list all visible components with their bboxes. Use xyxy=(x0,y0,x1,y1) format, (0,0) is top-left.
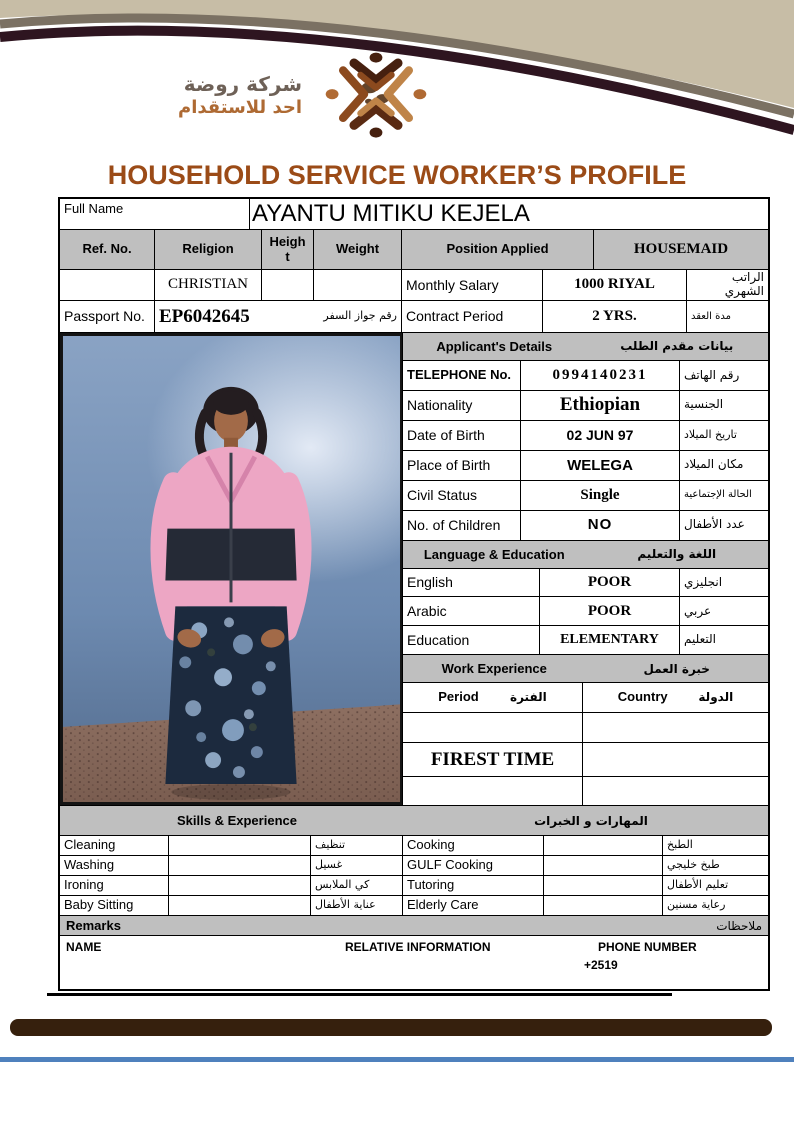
company-name xyxy=(178,72,302,120)
washing-arabic: غسيل xyxy=(311,856,403,875)
applicant-photo-image xyxy=(60,333,403,805)
salary-row xyxy=(60,270,768,301)
work-country-2 xyxy=(583,743,768,776)
passport-cell xyxy=(155,301,402,332)
english-value: POOR xyxy=(540,569,680,597)
work-country-1 xyxy=(583,713,768,742)
middle-section xyxy=(60,333,768,806)
ref-no-value xyxy=(60,270,155,300)
relative-info-row xyxy=(60,936,768,989)
elderly-care-arabic: رعاية مسنين xyxy=(667,898,726,912)
baby-sitting-label: Baby Sitting xyxy=(60,896,169,915)
detail-row-children xyxy=(403,511,768,541)
period-label: Period xyxy=(438,689,479,705)
english-label: English xyxy=(403,569,540,597)
skills-title: Skills & Experience xyxy=(177,813,297,828)
children-arabic: عدد الأطفال xyxy=(684,517,745,532)
skills-title-arabic: المهارات و الخبرات xyxy=(534,813,648,828)
gulf-cooking-label: GULF Cooking xyxy=(403,856,544,875)
position-value: HOUSEMAID xyxy=(633,240,729,257)
cleaning-box xyxy=(169,836,311,855)
weight-value xyxy=(314,270,402,300)
pob-value: WELEGA xyxy=(521,451,680,480)
children-label: No. of Children xyxy=(403,511,521,540)
contract-value: 2 YRS. xyxy=(543,301,687,332)
passport-row xyxy=(60,301,768,333)
education-label: Education xyxy=(403,626,540,654)
ref-no-header: Ref. No. xyxy=(60,230,155,269)
skills-row-1 xyxy=(60,836,768,856)
language-education-title-arabic: اللغة والتعليم xyxy=(637,547,717,562)
passport-arabic: رقم جواز السفر xyxy=(323,309,397,323)
company-name-line2: احد للاستقدام xyxy=(178,97,302,119)
relative-info-label: RELATIVE INFORMATION xyxy=(345,940,491,954)
work-period-2: FIREST TIME xyxy=(403,743,583,776)
language-education-header xyxy=(403,541,768,569)
page-title: HOUSEHOLD SERVICE WORKER’S PROFILE xyxy=(107,160,687,190)
dob-label: Date of Birth xyxy=(403,421,521,450)
tutoring-label: Tutoring xyxy=(403,876,544,895)
full-name-value: AYANTU MITIKU KEJELA xyxy=(252,200,530,228)
civil-status-label: Civil Status xyxy=(403,481,521,510)
pob-arabic: مكان الميلاد xyxy=(684,457,744,472)
detail-row-dob xyxy=(403,421,768,451)
baby-sitting-box xyxy=(169,896,311,915)
nationality-value: Ethiopian xyxy=(521,391,680,420)
country-header-cell xyxy=(583,683,768,712)
profile-table xyxy=(58,197,770,991)
columns-header-row xyxy=(60,230,768,270)
education-arabic: التعليم xyxy=(684,632,716,647)
elderly-care-label: Elderly Care xyxy=(403,896,544,915)
cooking-arabic: الطبخ xyxy=(667,838,693,852)
relative-phone-value: +2519 xyxy=(584,958,618,972)
details-panel xyxy=(403,333,768,805)
gulf-cooking-arabic: طبخ خليجي xyxy=(667,858,720,872)
pob-label: Place of Birth xyxy=(403,451,521,480)
language-row-education xyxy=(403,626,768,655)
washing-box xyxy=(169,856,311,875)
contract-label: Contract Period xyxy=(402,301,543,332)
relative-phone-label: PHONE NUMBER xyxy=(598,940,697,954)
education-value: ELEMENTARY xyxy=(540,626,680,654)
ironing-arabic: كي الملابس xyxy=(311,876,403,895)
company-name-line1: شركة روضة xyxy=(183,72,302,97)
nationality-label: Nationality xyxy=(403,391,521,420)
monthly-salary-value: 1000 RIYAL xyxy=(543,270,687,300)
detail-row-civil-status xyxy=(403,481,768,511)
passport-value: EP6042645 xyxy=(159,305,250,327)
arabic-value: POOR xyxy=(540,597,680,625)
country-label: Country xyxy=(617,689,668,705)
baby-sitting-arabic: عناية الأطفال xyxy=(311,896,403,915)
skills-row-2 xyxy=(60,856,768,876)
arabic-arabic: عربي xyxy=(684,603,712,618)
remarks-row xyxy=(60,916,768,936)
period-header-cell xyxy=(403,683,583,712)
telephone-label: TELEPHONE No. xyxy=(403,361,521,390)
monthly-salary-label: Monthly Salary xyxy=(402,270,543,300)
cooking-box xyxy=(544,836,663,855)
civil-status-value: Single xyxy=(521,481,680,510)
telephone-arabic: رقم الهاتف xyxy=(684,367,740,382)
weight-header: Weight xyxy=(314,230,402,269)
elderly-care-box xyxy=(544,896,663,915)
footer-brown-bar xyxy=(10,1019,772,1036)
civil-status-arabic: الحالة الإجتماعية xyxy=(684,489,752,501)
detail-row-nationality xyxy=(403,391,768,421)
work-period-3 xyxy=(403,777,583,805)
skills-row-4 xyxy=(60,896,768,916)
work-experience-title: Work Experience xyxy=(441,661,547,677)
company-logo xyxy=(178,50,440,142)
full-name-row xyxy=(60,199,768,230)
monthly-salary-arabic: الراتب الشهري xyxy=(724,270,764,298)
ironing-label: Ironing xyxy=(60,876,169,895)
language-row-english xyxy=(403,569,768,598)
language-education-title: Language & Education xyxy=(423,546,565,562)
work-experience-title-arabic: خبرة العمل xyxy=(643,661,710,676)
language-row-arabic xyxy=(403,597,768,626)
cooking-label: Cooking xyxy=(403,836,544,855)
ironing-box xyxy=(169,876,311,895)
height-header: Height xyxy=(262,230,314,269)
cleaning-label: Cleaning xyxy=(60,836,169,855)
detail-row-telephone xyxy=(403,361,768,391)
full-name-label: Full Name xyxy=(60,199,250,229)
applicant-details-title-arabic: بيانات مقدم الطلب xyxy=(620,339,734,354)
children-value: NO xyxy=(521,511,680,540)
position-applied-header: Position Applied xyxy=(402,230,594,269)
work-entry-row xyxy=(403,743,768,777)
cleaning-arabic: تنظيف xyxy=(311,836,403,855)
gulf-cooking-box xyxy=(544,856,663,875)
tutoring-arabic: تعليم الأطفال xyxy=(667,878,729,892)
washing-label: Washing xyxy=(60,856,169,875)
period-arabic: الفترة xyxy=(510,689,547,704)
relative-name-label: NAME xyxy=(66,940,102,954)
contract-arabic: مدة العقد xyxy=(691,310,731,322)
religion-value: CHRISTIAN xyxy=(155,270,262,300)
applicant-details-title: Applicant's Details xyxy=(436,338,553,354)
remarks-arabic: ملاحظات xyxy=(716,918,762,933)
nationality-arabic: الجنسية xyxy=(684,397,724,412)
company-logo-icon xyxy=(312,50,440,142)
work-columns-row xyxy=(403,683,768,713)
detail-row-pob xyxy=(403,451,768,481)
dob-arabic: تاريخ الميلاد xyxy=(684,427,737,441)
remarks-label: Remarks xyxy=(66,918,121,933)
passport-label: Passport No. xyxy=(60,301,155,332)
country-arabic: الدولة xyxy=(698,689,734,704)
work-country-3 xyxy=(583,777,768,805)
skills-header xyxy=(60,806,768,836)
applicant-details-header xyxy=(403,333,768,361)
dob-value: 02 JUN 97 xyxy=(521,421,680,450)
arabic-label: Arabic xyxy=(403,597,540,625)
signature-underline xyxy=(47,993,672,996)
height-value xyxy=(262,270,314,300)
work-experience-header xyxy=(403,655,768,683)
telephone-value: 0994140231 xyxy=(521,361,680,390)
religion-header: Religion xyxy=(155,230,262,269)
footer-blue-line xyxy=(0,1057,794,1062)
skills-row-3 xyxy=(60,876,768,896)
tutoring-box xyxy=(544,876,663,895)
work-period-1 xyxy=(403,713,583,742)
english-arabic: انجليزي xyxy=(684,574,723,589)
work-entry-row xyxy=(403,713,768,743)
work-entry-row xyxy=(403,777,768,805)
applicant-photo xyxy=(60,333,403,805)
